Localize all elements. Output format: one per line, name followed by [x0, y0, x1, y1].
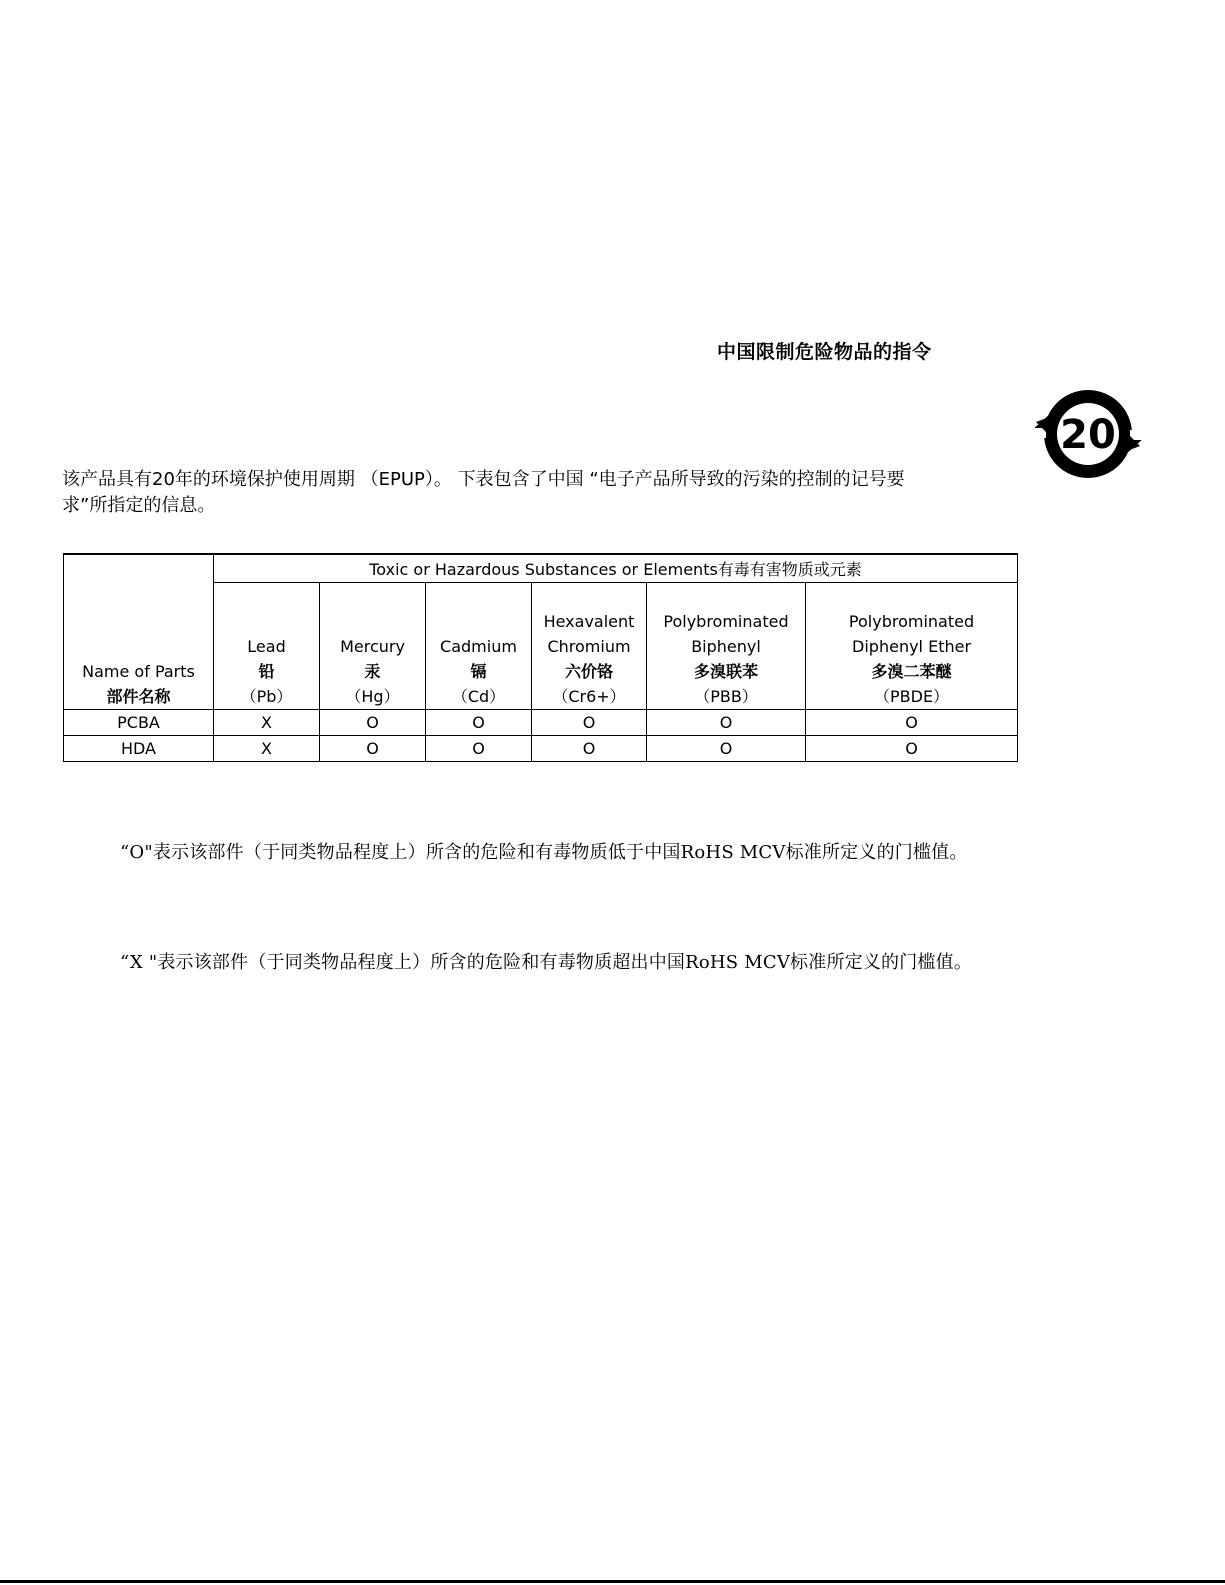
- column-header-en1: Polybrominated: [663, 612, 789, 631]
- column-header-sym: （Cr6+）: [552, 687, 626, 706]
- substance-column-header: [320, 583, 426, 710]
- substances-group-header: Toxic or Hazardous Substances or Elements有毒有害物质或元素: [214, 554, 1018, 583]
- column-header-sym: （Pb）: [240, 687, 293, 706]
- name-header-cn: 部件名称: [106, 687, 171, 706]
- name-of-parts-header: [64, 554, 214, 710]
- substance-value-cell: O: [806, 710, 1018, 736]
- intro-paragraph: 该产品具有20年的环境保护使用周期 （EPUP）。 下表包含了中国 “电子产品所导致的污染的控制的记号要求”所指定的信息。: [62, 469, 905, 516]
- substance-column-header: [426, 583, 532, 710]
- note-x-explanation: “X "表示该部件（于同类物品程度上）所含的危险和有毒物质超出中国RoHS MCV标准所定义的门槛值。: [120, 952, 973, 973]
- substance-column-header: [806, 583, 1018, 710]
- column-header-cn: 多溴二苯醚: [871, 662, 952, 681]
- column-header-cn: 六价铬: [564, 662, 613, 681]
- substance-value-cell: O: [532, 710, 647, 736]
- substance-value-cell: O: [426, 710, 532, 736]
- column-header-en2: Cadmium: [440, 637, 517, 656]
- column-header-en2: Chromium: [547, 637, 631, 656]
- substance-value-cell: O: [806, 736, 1018, 762]
- substance-value-cell: X: [214, 710, 320, 736]
- page-title: 中国限制危险物品的指令: [717, 341, 932, 363]
- column-header-en2: Lead: [247, 637, 286, 656]
- epup-number: 20: [1060, 412, 1116, 458]
- substance-value-cell: O: [320, 736, 426, 762]
- substance-value-cell: O: [426, 736, 532, 762]
- column-header-sym: （PBDE）: [874, 687, 950, 706]
- bottom-rule: [0, 1580, 1225, 1583]
- column-header-en1: [214, 609, 319, 634]
- substance-column-header: [532, 583, 647, 710]
- column-header-en1: Polybrominated: [848, 612, 975, 631]
- part-name-cell: PCBA: [64, 710, 214, 736]
- column-header-cn: 汞: [364, 662, 381, 681]
- hazardous-substances-table: [63, 553, 1018, 762]
- column-header-sym: （Cd）: [451, 687, 506, 706]
- column-header-cn: 镉: [470, 662, 487, 681]
- substance-value-cell: O: [647, 736, 806, 762]
- column-header-sym: （Hg）: [345, 687, 400, 706]
- epup-20-icon: [1032, 386, 1144, 482]
- column-header-en1: [320, 609, 425, 634]
- table-body: [64, 710, 1018, 762]
- substance-value-cell: O: [532, 736, 647, 762]
- table-row: [64, 736, 1018, 762]
- substance-column-header: [214, 583, 320, 710]
- column-header-en2: Mercury: [340, 637, 405, 656]
- substance-value-cell: O: [647, 710, 806, 736]
- substance-column-header: [647, 583, 806, 710]
- column-header-cn: 铅: [258, 662, 275, 681]
- note-o-explanation: “O"表示该部件（于同类物品程度上）所含的危险和有毒物质低于中国RoHS MCV标准所定义的门槛值。: [120, 842, 968, 863]
- substance-value-cell: X: [214, 736, 320, 762]
- table-row: [64, 710, 1018, 736]
- column-header-sym: （PBB）: [694, 687, 758, 706]
- substance-value-cell: O: [320, 710, 426, 736]
- column-header-en1: [426, 609, 531, 634]
- column-header-en1: Hexavalent: [543, 612, 635, 631]
- column-header-cn: 多溴联苯: [693, 662, 758, 681]
- column-header-en2: Diphenyl Ether: [852, 637, 972, 656]
- name-header-en: Name of Parts: [82, 662, 195, 681]
- part-name-cell: HDA: [64, 736, 214, 762]
- column-header-en2: Biphenyl: [691, 637, 761, 656]
